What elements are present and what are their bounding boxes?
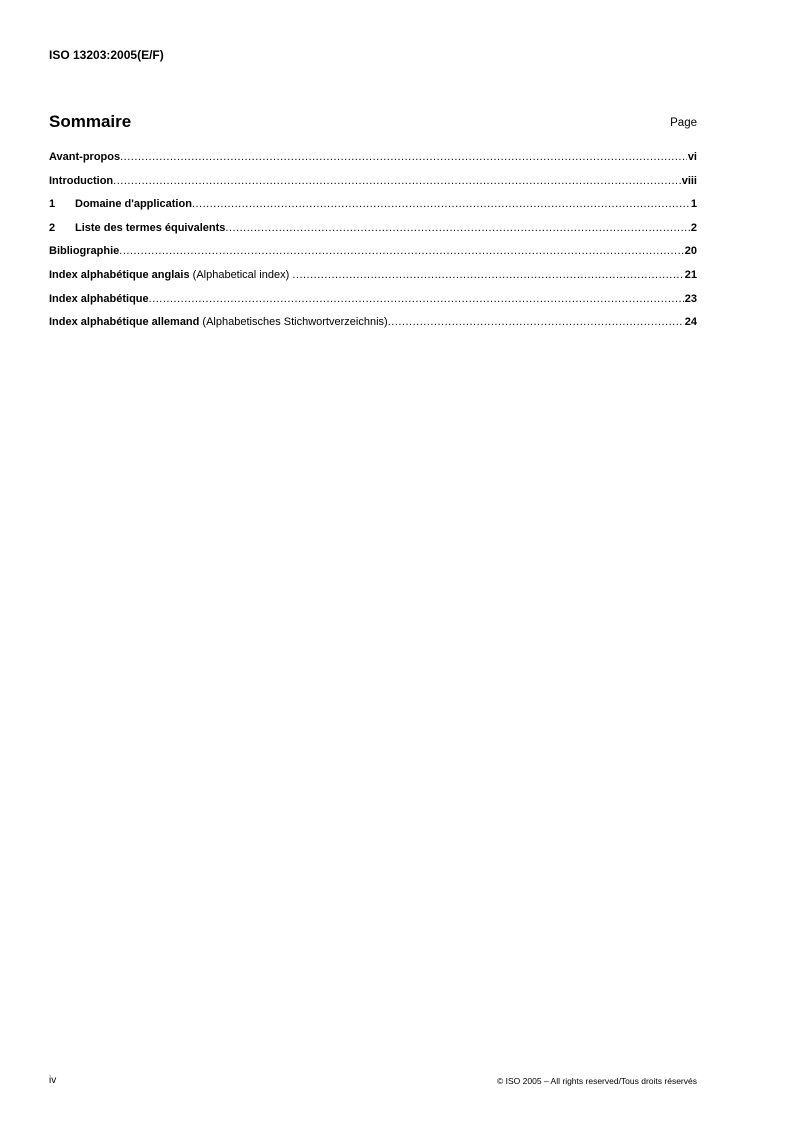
toc-title: Sommaire xyxy=(49,112,132,131)
toc-heading-row xyxy=(49,112,697,136)
toc-entry-label: Index alphabétique xyxy=(49,292,149,305)
toc-entry-label: Bibliographie xyxy=(49,245,120,258)
toc-entry-domaine-application[interactable] xyxy=(49,198,697,222)
toc-entry-index-anglais[interactable] xyxy=(49,269,697,293)
toc-dot-leader xyxy=(149,293,684,305)
document-id-header: ISO 13203:2005(E/F) xyxy=(49,48,164,62)
toc-entry-page: 20 xyxy=(684,245,697,258)
toc-dot-leader xyxy=(225,222,689,234)
toc-entry-page: 21 xyxy=(684,268,697,281)
toc-entry-number: 2 xyxy=(49,221,56,234)
toc-entry-bibliographie[interactable] xyxy=(49,245,697,269)
toc-entry-page: 1 xyxy=(690,198,697,211)
footer-copyright: © ISO 2005 – All rights reserved/Tous droits réservés xyxy=(497,1076,697,1086)
toc-entry-label: 2 Liste des termes équivalents xyxy=(49,221,226,234)
toc-entry-page: vi xyxy=(687,151,697,163)
toc-dot-leader xyxy=(119,245,683,257)
toc-dot-leader xyxy=(388,316,684,328)
toc-dot-leader xyxy=(292,269,683,281)
toc-entry-introduction[interactable] xyxy=(49,175,697,199)
toc-entry-page: 23 xyxy=(684,292,697,305)
toc-entry-liste-termes[interactable] xyxy=(49,222,697,246)
toc-dot-leader xyxy=(192,198,690,210)
toc-entry-label: Avant-propos xyxy=(49,151,121,163)
footer-page-number: iv xyxy=(49,1075,57,1086)
toc-entry-page: 2 xyxy=(690,221,697,234)
toc-entry-number: 1 xyxy=(49,198,56,211)
toc-entry-label: 1 Domaine d'application xyxy=(49,198,192,211)
toc-entry-index-allemand[interactable] xyxy=(49,316,697,340)
table-of-contents xyxy=(49,151,697,340)
toc-dot-leader xyxy=(113,175,681,187)
toc-dot-leader xyxy=(120,151,687,163)
toc-entry-avant-propos[interactable] xyxy=(49,151,697,175)
toc-entry-page: 24 xyxy=(684,316,697,329)
toc-page-column-label: Page xyxy=(670,117,697,129)
toc-entry-label: Introduction xyxy=(49,174,114,187)
toc-entry-index-francais[interactable] xyxy=(49,293,697,317)
toc-entry-page: viii xyxy=(681,174,697,187)
toc-entry-label: Index alphabétique anglais (Alphabetical index) xyxy=(49,268,293,281)
toc-entry-label: Index alphabétique allemand (Alphabetisches Stichwortverzeichnis) xyxy=(49,316,388,329)
